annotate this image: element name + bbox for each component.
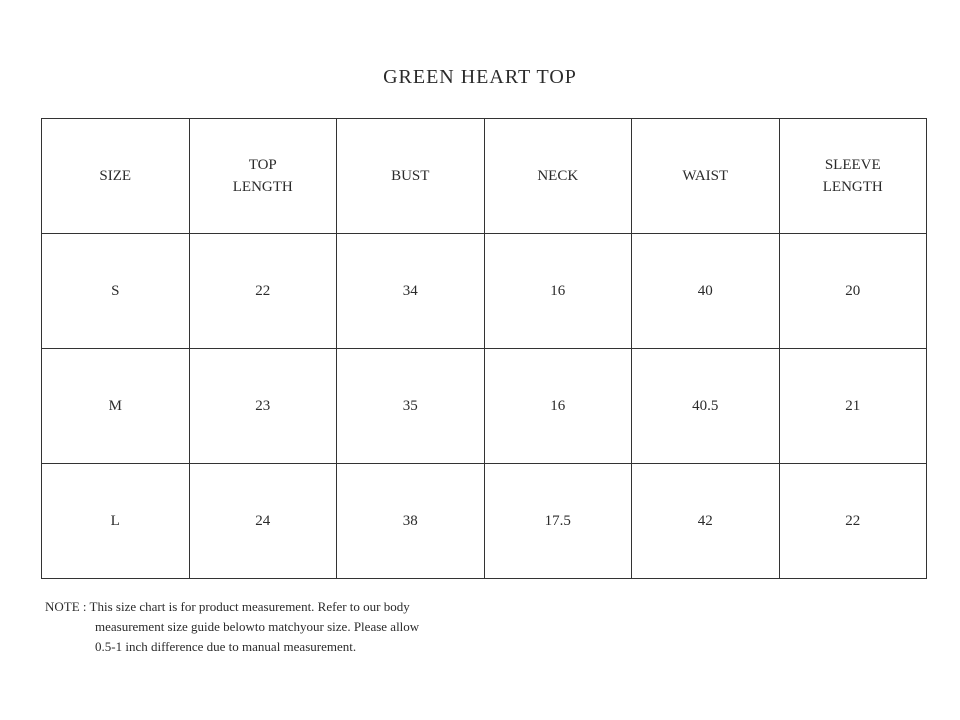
- cell-sleeve-length: 22: [779, 464, 927, 579]
- cell-top-length: 23: [189, 349, 337, 464]
- cell-sleeve-length: 20: [779, 234, 927, 349]
- header-bust: [337, 119, 485, 234]
- cell-neck: 17.5: [484, 464, 632, 579]
- header-sleeve-length-line2: LENGTH: [822, 179, 883, 195]
- cell-top-length: 22: [189, 234, 337, 349]
- measurement-note: [45, 597, 515, 657]
- header-top-length: [189, 119, 337, 234]
- note-line-1: NOTE : This size chart is for product measurement. Refer to our body: [45, 599, 410, 614]
- cell-bust: 34: [337, 234, 485, 349]
- cell-size: M: [42, 349, 190, 464]
- header-waist: [632, 119, 780, 234]
- header-size-label: SIZE: [99, 168, 132, 184]
- note-line-3: 0.5-1 inch difference due to manual measurement.: [95, 639, 357, 654]
- header-waist-label: WAIST: [682, 168, 729, 184]
- cell-waist: 42: [632, 464, 780, 579]
- cell-size: L: [42, 464, 190, 579]
- cell-size: S: [42, 234, 190, 349]
- header-top-length-line1: TOP: [248, 157, 277, 173]
- size-chart-table: [41, 118, 927, 579]
- table-header-row: [42, 119, 927, 234]
- cell-bust: 38: [337, 464, 485, 579]
- table-row: [42, 349, 927, 464]
- cell-neck: 16: [484, 234, 632, 349]
- note-line-2: measurement size guide belowto matchyour size. Please allow: [95, 619, 420, 634]
- header-size: [42, 119, 190, 234]
- cell-neck: 16: [484, 349, 632, 464]
- table-row: [42, 234, 927, 349]
- cell-bust: 35: [337, 349, 485, 464]
- cell-sleeve-length: 21: [779, 349, 927, 464]
- header-sleeve-length: [779, 119, 927, 234]
- header-neck: [484, 119, 632, 234]
- cell-top-length: 24: [189, 464, 337, 579]
- cell-waist: 40: [632, 234, 780, 349]
- header-top-length-line2: LENGTH: [232, 179, 293, 195]
- header-neck-label: NECK: [537, 168, 579, 184]
- table-row: [42, 464, 927, 579]
- cell-waist: 40.5: [632, 349, 780, 464]
- page-title: GREEN HEART TOP: [383, 66, 577, 88]
- header-bust-label: BUST: [391, 168, 430, 184]
- header-sleeve-length-line1: SLEEVE: [824, 157, 881, 173]
